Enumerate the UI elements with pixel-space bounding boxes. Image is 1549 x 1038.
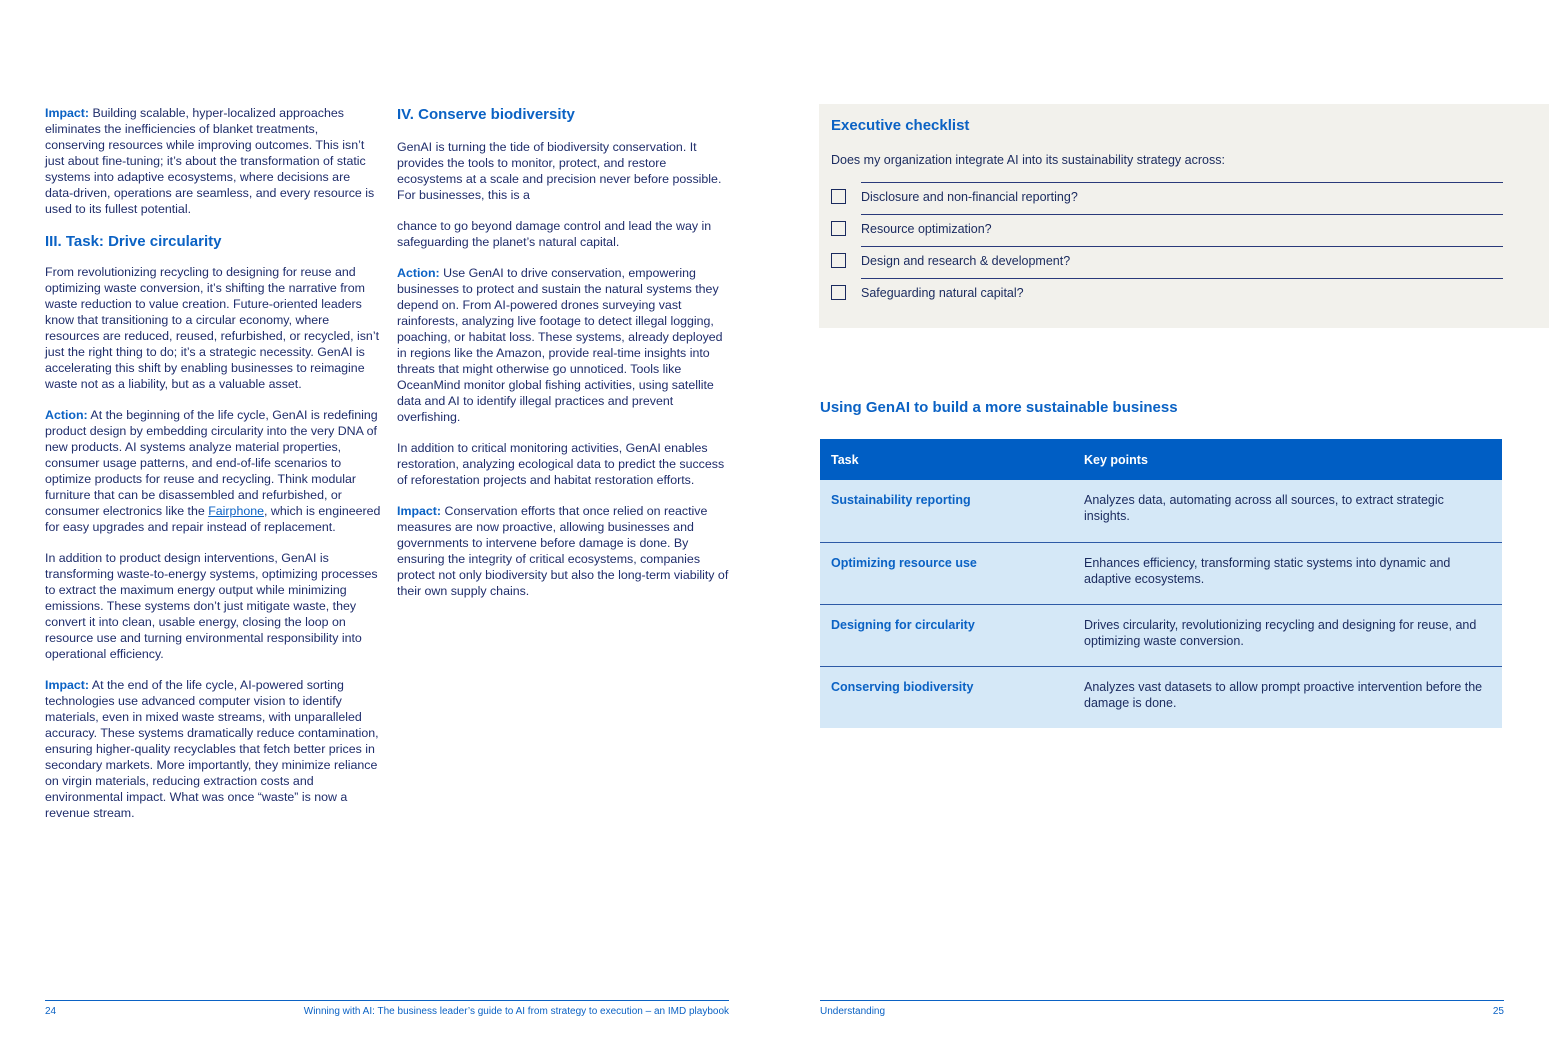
table-row [820, 666, 1502, 728]
paragraph-impact-localized [45, 105, 381, 217]
impact-label: Impact: [45, 678, 90, 692]
table-header-row [820, 439, 1502, 480]
checklist-item [831, 246, 1503, 278]
footer-rule-left [45, 1000, 729, 1001]
task-cell: Optimizing resource use [820, 542, 1073, 604]
checklist-item [831, 214, 1503, 246]
paragraph-biodiversity-continued: chance to go beyond damage control and lead the way in safeguarding the planet’s natural capital. [397, 219, 712, 249]
left-column-1 [45, 105, 381, 836]
key-points-cell: Enhances efficiency, transforming static systems into dynamic and adaptive ecosystems. [1073, 542, 1502, 604]
column-header-task: Task [820, 439, 1073, 480]
checkbox[interactable] [831, 253, 846, 268]
checklist-item-label: Resource optimization? [861, 222, 992, 236]
table-row [820, 542, 1502, 604]
impact-label: Impact: [397, 504, 442, 518]
left-column-2 [397, 105, 731, 614]
task-cell: Sustainability reporting [820, 480, 1073, 542]
checklist-title: Executive checklist [831, 117, 970, 134]
key-points-cell: Analyzes vast datasets to allow prompt proactive intervention before the damage is done. [1073, 666, 1502, 728]
key-points-cell: Drives circularity, revolutionizing recycling and designing for reuse, and optimizing waste conversion. [1073, 604, 1502, 666]
checkbox[interactable] [831, 285, 846, 300]
footer-rule-right [820, 1000, 1504, 1001]
checklist-item-label: Disclosure and non-financial reporting? [861, 190, 1078, 204]
checklist-item [831, 278, 1503, 310]
paragraph-waste-to-energy: In addition to product design interventions, GenAI is transforming waste-to-energy systems, optimizing processes to extract the maximum energy output while minimizing emissions. These systems don’t just mitigate waste, they convert it into clean, usable energy, closing the loop on resource use and turning environmental responsibility into operational efficiency. [45, 551, 378, 661]
table-row [820, 604, 1502, 666]
paragraph-action-circularity [45, 407, 381, 535]
paragraph-impact-sorting [45, 677, 381, 821]
table-title: Using GenAI to build a more sustainable business [820, 399, 1178, 416]
paragraph-biodiversity-intro: GenAI is turning the tide of biodiversity conservation. It provides the tools to monitor, protect, and restore ecosystems at a scale and precision never before possible. For businesses, this is a [397, 140, 722, 202]
footer-section-label: Understanding [820, 1006, 886, 1017]
paragraph-text: , which is engineered for easy upgrades and repair instead of replacement. [45, 504, 381, 534]
checklist-item-label: Safeguarding natural capital? [861, 286, 1024, 300]
paragraph-text: At the end of the life cycle, AI-powered sorting technologies use advanced computer vision to identify materials, even in mixed waste streams, with unparalleled accuracy. These systems dramatically reduce contamination, ensuring higher-quality recyclables that fetch better prices in secondary markets. More importantly, they minimize reliance on virgin materials, reducing extraction costs and environmental impact. What was once “waste” is now a revenue stream. [45, 678, 379, 820]
paragraph-text: At the beginning of the life cycle, GenAI is redefining product design by embedding circularity into the very DNA of new products. AI systems analyze material properties, consumer usage patterns, and end-of-life scenarios to optimize products for reuse and recycling. Think modular furniture that can be disassembled and refurbished, or consumer electronics like the [45, 408, 378, 518]
paragraph-text: Conservation efforts that once relied on reactive measures are now proactive, allowing businesses and governments to intervene before damage is done. By ensuring the integrity of critical ecosystems, companies protect not only biodiversity but also the long-term viability of their own supply chains. [397, 504, 729, 598]
sustainability-table [820, 439, 1502, 728]
checklist-divider [861, 214, 1503, 215]
paragraph-action-conservation [397, 265, 731, 425]
checklist-divider [861, 182, 1503, 183]
executive-checklist-panel [819, 104, 1549, 328]
paragraph-text: Use GenAI to drive conservation, empowering businesses to protect and sustain the natural systems they depend on. From AI-powered drones surveying vast rainforests, analyzing live footage to detect illegal logging, poaching, or habitat loss. These systems, already deployed in regions like the Amazon, provide real-time insights into threats that might otherwise go unnoticed. Tools like OceanMind monitor global fishing activities, using satellite data and AI to identify illegal practices and prevent overfishing. [397, 266, 723, 424]
action-label: Action: [45, 408, 88, 422]
checklist-divider [861, 278, 1503, 279]
table-row [820, 480, 1502, 542]
column-header-key-points: Key points [1073, 439, 1502, 480]
impact-label: Impact: [45, 106, 90, 120]
key-points-cell: Analyzes data, automating across all sources, to extract strategic insights. [1073, 480, 1502, 542]
task-cell: Conserving biodiversity [820, 666, 1073, 728]
page-number-right: 25 [1492, 1006, 1504, 1017]
checklist-question: Does my organization integrate AI into its sustainability strategy across: [831, 153, 1225, 167]
checklist-item [831, 182, 1503, 214]
section-heading-circularity: III. Task: Drive circularity [45, 233, 222, 250]
fairphone-link[interactable]: Fairphone [208, 504, 265, 518]
checkbox[interactable] [831, 189, 846, 204]
footer-doc-title: Winning with AI: The business leader’s guide to AI from strategy to execution – an IMD playbook [303, 1006, 729, 1017]
task-cell: Designing for circularity [820, 604, 1073, 666]
checklist-item-label: Design and research & development? [861, 254, 1071, 268]
paragraph-impact-conservation [397, 503, 731, 599]
paragraph-restoration: In addition to critical monitoring activities, GenAI enables restoration, analyzing ecological data to predict the success of reforestation projects and habitat restoration efforts. [397, 441, 725, 487]
checklist-divider [861, 246, 1503, 247]
checkbox[interactable] [831, 221, 846, 236]
paragraph-text: Building scalable, hyper-localized approaches eliminates the inefficiencies of blanket treatments, conserving resources while improving outcomes. This isn’t just about fine-tuning; it’s about the transformation of static systems into adaptive ecosystems, where decisions are data-driven, operations are seamless, and every resource is used to its fullest potential. [45, 106, 375, 216]
paragraph-circularity-intro: From revolutionizing recycling to designing for reuse and optimizing waste conversion, it’s shifting the narrative from waste reduction to value creation. Future-oriented leaders know that transitioning to a circular economy, where resources are reduced, reused, refurbished, or recycled, isn’t just the right thing to do; it’s a strategic necessity. GenAI is accelerating this shift by enabling businesses to reimagine waste not as a liability, but as a valuable asset. [45, 265, 380, 391]
action-label: Action: [397, 266, 440, 280]
page-number-left: 24 [45, 1006, 57, 1017]
section-heading-biodiversity: IV. Conserve biodiversity [397, 106, 575, 123]
